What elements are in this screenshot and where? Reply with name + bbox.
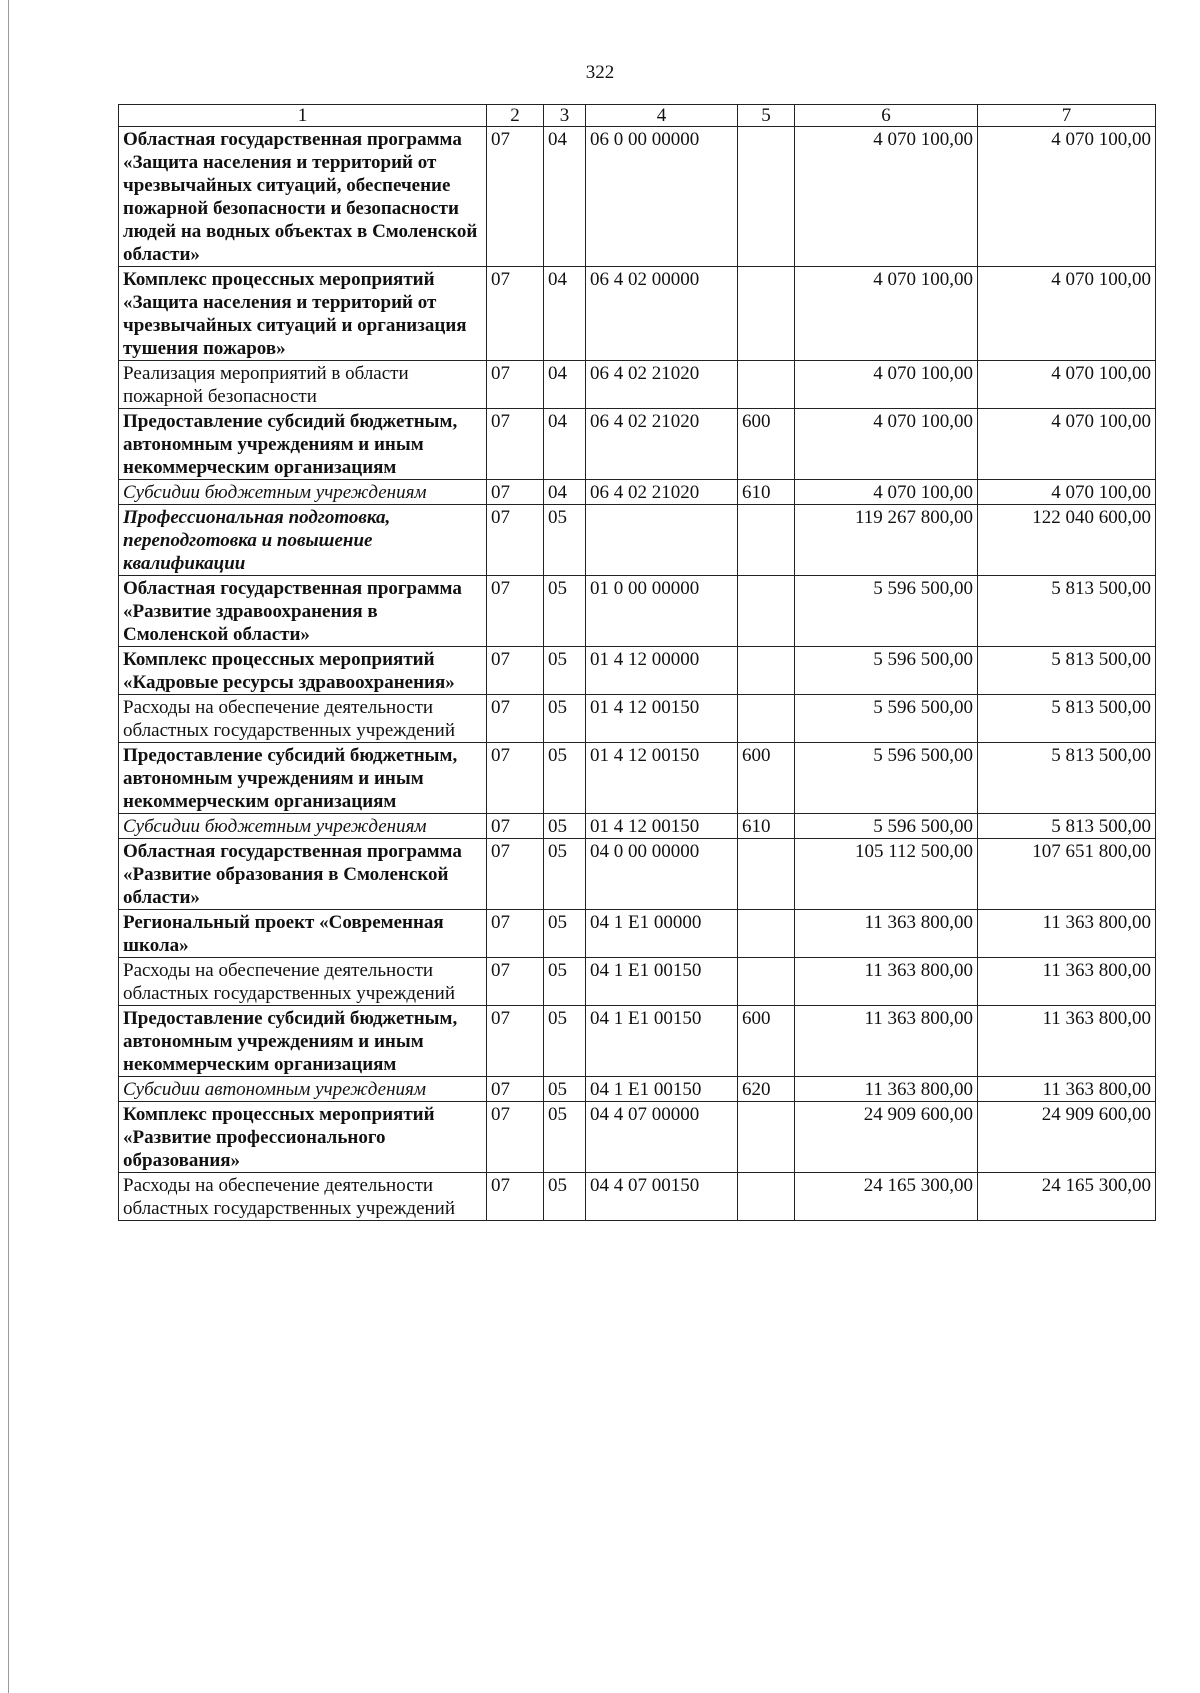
target-article-cell: 04 0 00 00000 (586, 839, 738, 910)
target-article-cell: 01 4 12 00150 (586, 695, 738, 743)
table-row (119, 743, 1156, 814)
target-article-cell: 06 4 02 21020 (586, 480, 738, 505)
target-article-cell: 01 4 12 00000 (586, 647, 738, 695)
expense-type-cell (738, 576, 795, 647)
subsection-cell: 05 (544, 1173, 586, 1221)
subsection-cell: 05 (544, 839, 586, 910)
name-cell: Субсидии бюджетным учреждениям (119, 814, 487, 839)
table-row (119, 127, 1156, 267)
table-row (119, 814, 1156, 839)
table-row (119, 910, 1156, 958)
expense-type-cell (738, 647, 795, 695)
subsection-cell: 04 (544, 480, 586, 505)
subsection-cell: 05 (544, 958, 586, 1006)
target-article-cell: 01 4 12 00150 (586, 743, 738, 814)
expense-type-cell (738, 505, 795, 576)
section-cell: 07 (487, 1102, 544, 1173)
name-cell: Расходы на обеспечение деятельности областных государственных учреждений (119, 958, 487, 1006)
header-row (119, 105, 1156, 127)
name-cell: Областная государственная программа «Развитие здравоохранения в Смоленской области» (119, 576, 487, 647)
subsection-cell: 04 (544, 127, 586, 267)
section-cell: 07 (487, 1173, 544, 1221)
header-cell-6: 6 (795, 105, 978, 127)
expense-type-cell (738, 695, 795, 743)
target-article-cell: 06 4 02 21020 (586, 361, 738, 409)
section-cell: 07 (487, 267, 544, 361)
amount-col7-cell: 4 070 100,00 (978, 127, 1156, 267)
subsection-cell: 05 (544, 576, 586, 647)
subsection-cell: 05 (544, 814, 586, 839)
amount-col6-cell: 105 112 500,00 (795, 839, 978, 910)
target-article-cell (586, 505, 738, 576)
amount-col6-cell: 4 070 100,00 (795, 409, 978, 480)
name-cell: Расходы на обеспечение деятельности областных государственных учреждений (119, 1173, 487, 1221)
section-cell: 07 (487, 505, 544, 576)
section-cell: 07 (487, 576, 544, 647)
page-left-edge (8, 0, 9, 1693)
target-article-cell: 01 4 12 00150 (586, 814, 738, 839)
amount-col7-cell: 11 363 800,00 (978, 910, 1156, 958)
amount-col6-cell: 119 267 800,00 (795, 505, 978, 576)
expense-type-cell (738, 361, 795, 409)
table-body (119, 127, 1156, 1221)
table-row (119, 267, 1156, 361)
amount-col7-cell: 5 813 500,00 (978, 743, 1156, 814)
name-cell: Областная государственная программа «Развитие образования в Смоленской области» (119, 839, 487, 910)
header-cell-5: 5 (738, 105, 795, 127)
amount-col6-cell: 5 596 500,00 (795, 743, 978, 814)
expense-type-cell: 620 (738, 1077, 795, 1102)
name-cell: Расходы на обеспечение деятельности областных государственных учреждений (119, 695, 487, 743)
target-article-cell: 04 4 07 00000 (586, 1102, 738, 1173)
section-cell: 07 (487, 839, 544, 910)
amount-col6-cell: 4 070 100,00 (795, 361, 978, 409)
budget-table (118, 104, 1156, 1221)
target-article-cell: 04 1 E1 00150 (586, 958, 738, 1006)
amount-col6-cell: 5 596 500,00 (795, 814, 978, 839)
amount-col6-cell: 24 165 300,00 (795, 1173, 978, 1221)
section-cell: 07 (487, 1006, 544, 1077)
table-row (119, 695, 1156, 743)
expense-type-cell (738, 958, 795, 1006)
subsection-cell: 04 (544, 409, 586, 480)
subsection-cell: 04 (544, 267, 586, 361)
amount-col7-cell: 11 363 800,00 (978, 958, 1156, 1006)
section-cell: 07 (487, 743, 544, 814)
subsection-cell: 05 (544, 647, 586, 695)
name-cell: Региональный проект «Современная школа» (119, 910, 487, 958)
subsection-cell: 05 (544, 695, 586, 743)
amount-col7-cell: 11 363 800,00 (978, 1006, 1156, 1077)
name-cell: Субсидии бюджетным учреждениям (119, 480, 487, 505)
header-cell-2: 2 (487, 105, 544, 127)
amount-col6-cell: 4 070 100,00 (795, 480, 978, 505)
section-cell: 07 (487, 127, 544, 267)
expense-type-cell (738, 267, 795, 361)
expense-type-cell: 610 (738, 480, 795, 505)
name-cell: Комплекс процессных мероприятий «Защита населения и территорий от чрезвычайных ситуаций и организация тушения пожаров» (119, 267, 487, 361)
amount-col6-cell: 11 363 800,00 (795, 958, 978, 1006)
expense-type-cell: 600 (738, 1006, 795, 1077)
name-cell: Предоставление субсидий бюджетным, автономным учреждениям и иным некоммерческим организациям (119, 409, 487, 480)
amount-col7-cell: 5 813 500,00 (978, 576, 1156, 647)
table-row (119, 409, 1156, 480)
expense-type-cell: 600 (738, 743, 795, 814)
amount-col7-cell: 107 651 800,00 (978, 839, 1156, 910)
target-article-cell: 04 1 E1 00000 (586, 910, 738, 958)
expense-type-cell (738, 1173, 795, 1221)
subsection-cell: 05 (544, 1102, 586, 1173)
table-row (119, 958, 1156, 1006)
header-cell-4: 4 (586, 105, 738, 127)
amount-col7-cell: 4 070 100,00 (978, 480, 1156, 505)
target-article-cell: 04 4 07 00150 (586, 1173, 738, 1221)
table-row (119, 839, 1156, 910)
expense-type-cell (738, 1102, 795, 1173)
subsection-cell: 05 (544, 743, 586, 814)
table-row (119, 647, 1156, 695)
amount-col6-cell: 5 596 500,00 (795, 647, 978, 695)
target-article-cell: 06 4 02 21020 (586, 409, 738, 480)
section-cell: 07 (487, 814, 544, 839)
section-cell: 07 (487, 958, 544, 1006)
expense-type-cell (738, 839, 795, 910)
amount-col7-cell: 11 363 800,00 (978, 1077, 1156, 1102)
amount-col6-cell: 11 363 800,00 (795, 1077, 978, 1102)
subsection-cell: 05 (544, 910, 586, 958)
target-article-cell: 06 4 02 00000 (586, 267, 738, 361)
table-row (119, 361, 1156, 409)
amount-col7-cell: 4 070 100,00 (978, 267, 1156, 361)
section-cell: 07 (487, 361, 544, 409)
header-cell-7: 7 (978, 105, 1156, 127)
table-row (119, 505, 1156, 576)
amount-col7-cell: 5 813 500,00 (978, 647, 1156, 695)
target-article-cell: 04 1 E1 00150 (586, 1077, 738, 1102)
target-article-cell: 04 1 E1 00150 (586, 1006, 738, 1077)
amount-col7-cell: 24 909 600,00 (978, 1102, 1156, 1173)
table-row (119, 1077, 1156, 1102)
expense-type-cell: 610 (738, 814, 795, 839)
amount-col7-cell: 5 813 500,00 (978, 814, 1156, 839)
amount-col6-cell: 24 909 600,00 (795, 1102, 978, 1173)
subsection-cell: 05 (544, 1006, 586, 1077)
table-row (119, 1173, 1156, 1221)
section-cell: 07 (487, 695, 544, 743)
section-cell: 07 (487, 480, 544, 505)
header-cell-1: 1 (119, 105, 487, 127)
amount-col7-cell: 122 040 600,00 (978, 505, 1156, 576)
page-number: 322 (585, 62, 615, 83)
subsection-cell: 05 (544, 505, 586, 576)
amount-col6-cell: 5 596 500,00 (795, 695, 978, 743)
table-row (119, 1006, 1156, 1077)
amount-col7-cell: 4 070 100,00 (978, 361, 1156, 409)
expense-type-cell: 600 (738, 409, 795, 480)
table-row (119, 1102, 1156, 1173)
table-row (119, 480, 1156, 505)
section-cell: 07 (487, 409, 544, 480)
amount-col6-cell: 11 363 800,00 (795, 1006, 978, 1077)
amount-col6-cell: 4 070 100,00 (795, 127, 978, 267)
section-cell: 07 (487, 910, 544, 958)
target-article-cell: 06 0 00 00000 (586, 127, 738, 267)
amount-col6-cell: 5 596 500,00 (795, 576, 978, 647)
amount-col7-cell: 24 165 300,00 (978, 1173, 1156, 1221)
amount-col7-cell: 5 813 500,00 (978, 695, 1156, 743)
name-cell: Субсидии автономным учреждениям (119, 1077, 487, 1102)
amount-col6-cell: 11 363 800,00 (795, 910, 978, 958)
target-article-cell: 01 0 00 00000 (586, 576, 738, 647)
expense-type-cell (738, 910, 795, 958)
name-cell: Профессиональная подготовка, переподготовка и повышение квалификации (119, 505, 487, 576)
name-cell: Областная государственная программа «Защита населения и территорий от чрезвычайных ситуаций, обеспечение пожарной безопасности и безопасности людей на водных объектах в Смоленской области» (119, 127, 487, 267)
subsection-cell: 04 (544, 361, 586, 409)
expense-type-cell (738, 127, 795, 267)
name-cell: Комплекс процессных мероприятий «Развитие профессионального образования» (119, 1102, 487, 1173)
amount-col7-cell: 4 070 100,00 (978, 409, 1156, 480)
header-cell-3: 3 (544, 105, 586, 127)
subsection-cell: 05 (544, 1077, 586, 1102)
name-cell: Комплекс процессных мероприятий «Кадровые ресурсы здравоохранения» (119, 647, 487, 695)
amount-col6-cell: 4 070 100,00 (795, 267, 978, 361)
name-cell: Реализация мероприятий в области пожарной безопасности (119, 361, 487, 409)
section-cell: 07 (487, 647, 544, 695)
name-cell: Предоставление субсидий бюджетным, автономным учреждениям и иным некоммерческим организациям (119, 1006, 487, 1077)
section-cell: 07 (487, 1077, 544, 1102)
table-row (119, 576, 1156, 647)
name-cell: Предоставление субсидий бюджетным, автономным учреждениям и иным некоммерческим организациям (119, 743, 487, 814)
